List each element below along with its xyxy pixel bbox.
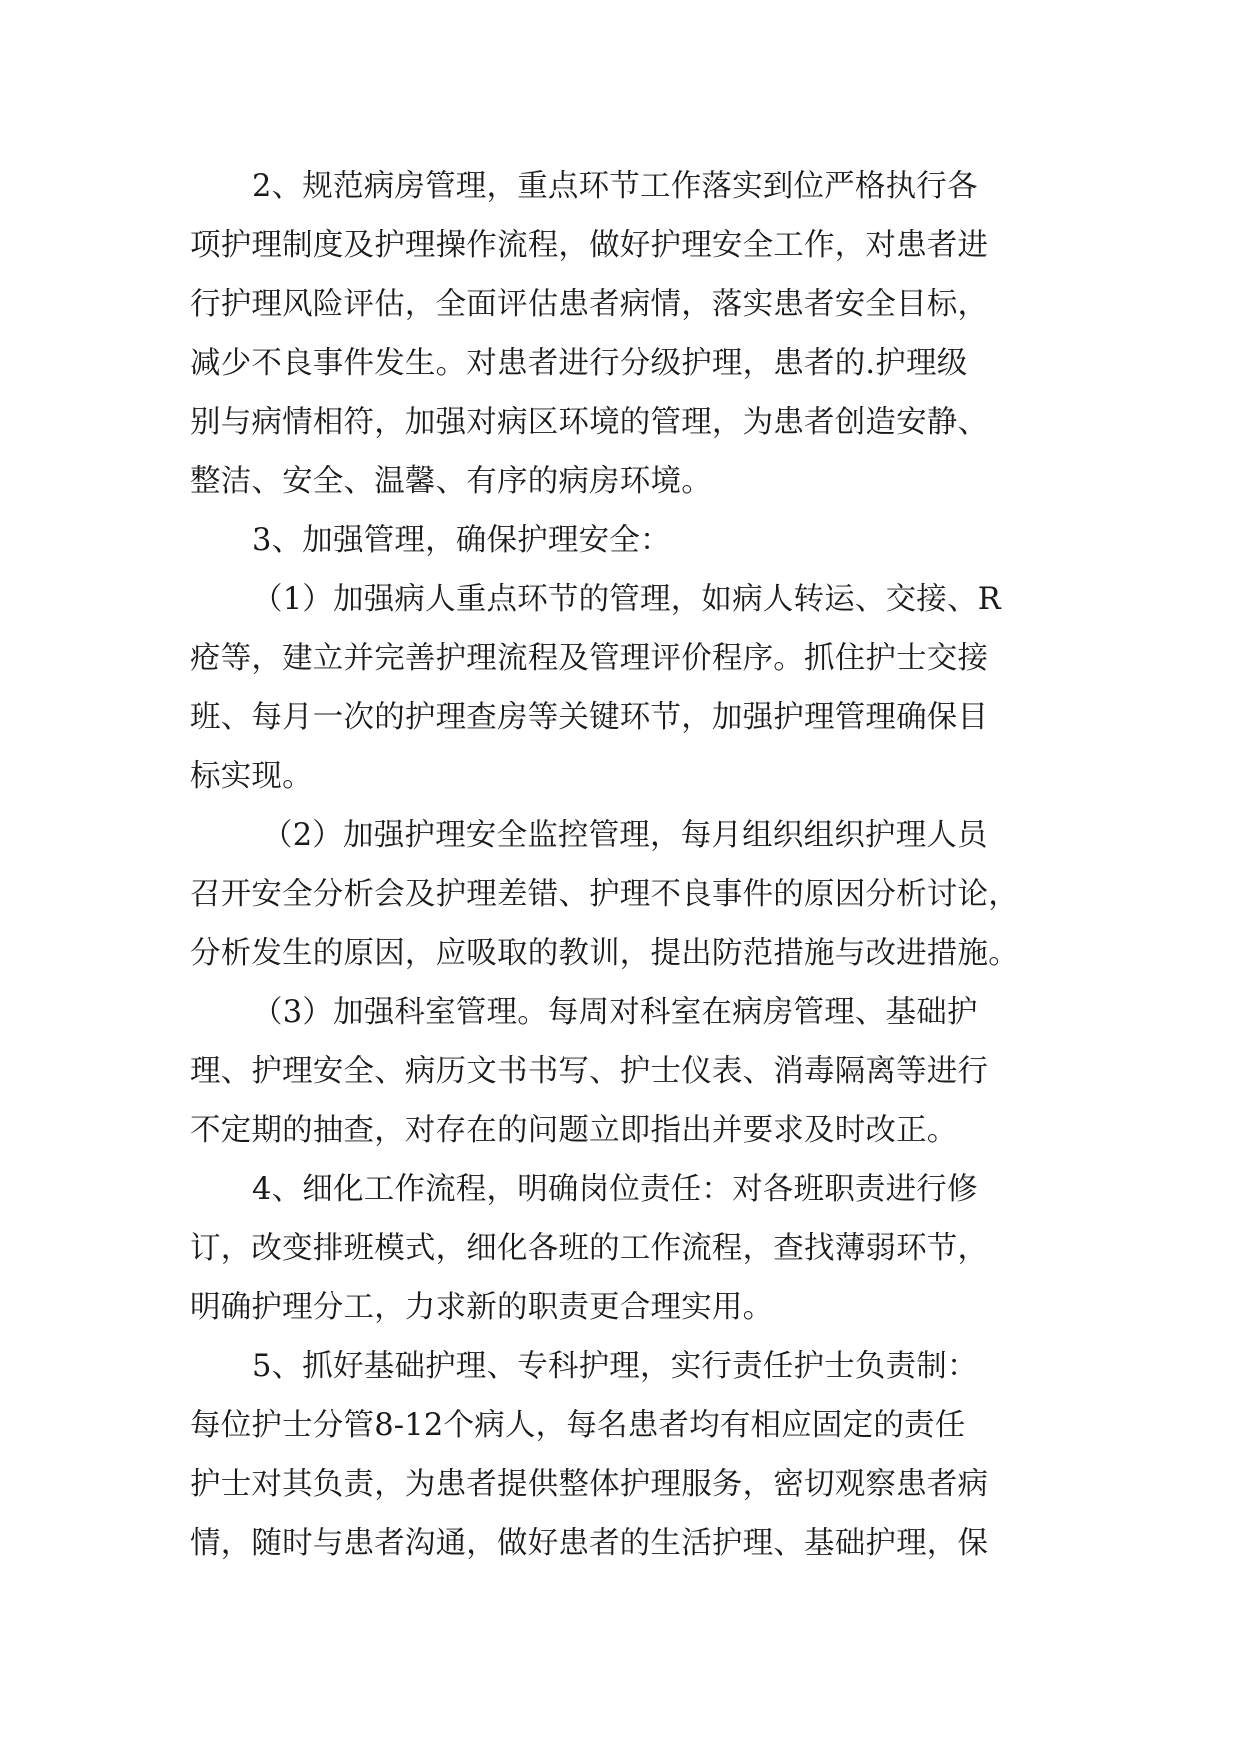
paragraph-4-line-2: 订，改变排班模式，细化各班的工作流程，查找薄弱环节， (190, 1231, 989, 1266)
item-2-line-2: 召开安全分析会及护理差错、护理不良事件的原因分析讨论， (190, 877, 1019, 912)
paragraph-2-line-5: 别与病情相符，加强对病区环境的管理，为患者创造安静、 (190, 405, 989, 440)
paragraph-2-line-4: 减少不良事件发生。对患者进行分级护理，患者的.护理级 (190, 346, 968, 381)
item-1-line-1: （1）加强病人重点环节的管理，如病人转运、交接、R (252, 582, 1001, 617)
paragraph-5-line-4: 情，随时与患者沟通，做好患者的生活护理、基础护理，保 (190, 1526, 989, 1561)
paragraph-3-heading: 3、加强管理，确保护理安全： (252, 523, 671, 558)
item-2-line-3: 分析发生的原因，应吸取的教训，提出防范措施与改进措施。 (190, 936, 1019, 971)
paragraph-2-line-3: 行护理风险评估，全面评估患者病情，落实患者安全目标， (190, 287, 989, 322)
item-3-line-1: （3）加强科室管理。每周对科室在病房管理、基础护 (252, 995, 978, 1030)
item-1-line-2: 疮等，建立并完善护理流程及管理评价程序。抓住护士交接 (190, 641, 989, 676)
item-1-line-3: 班、每月一次的护理查房等关键环节，加强护理管理确保目 (190, 700, 989, 735)
paragraph-2-line-1: 2、规范病房管理，重点环节工作落实到位严格执行各 (252, 169, 978, 204)
paragraph-2-line-6: 整洁、安全、温馨、有序的病房环境。 (190, 464, 712, 499)
paragraph-5-line-1: 5、抓好基础护理、专科护理，实行责任护士负责制： (252, 1349, 978, 1384)
paragraph-4-line-3: 明确护理分工，力求新的职责更合理实用。 (190, 1290, 774, 1325)
item-3-line-3: 不定期的抽查，对存在的问题立即指出并要求及时改正。 (190, 1113, 958, 1148)
item-2-line-1: （2）加强护理安全监控管理，每月组织组织护理人员 (262, 818, 988, 853)
paragraph-2-line-2: 项护理制度及护理操作流程，做好护理安全工作，对患者进 (190, 228, 989, 263)
body-text (190, 157, 1060, 1573)
paragraph-5-line-3: 护士对其负责，为患者提供整体护理服务，密切观察患者病 (190, 1467, 989, 1502)
paragraph-4-line-1: 4、细化工作流程，明确岗位责任：对各班职责进行修 (252, 1172, 978, 1207)
paragraph-5-line-2: 每位护士分管8-12个病人，每名患者均有相应固定的责任 (190, 1408, 966, 1443)
item-3-line-2: 理、护理安全、病历文书书写、护士仪表、消毒隔离等进行 (190, 1054, 989, 1089)
item-1-line-4: 标实现。 (190, 759, 313, 794)
